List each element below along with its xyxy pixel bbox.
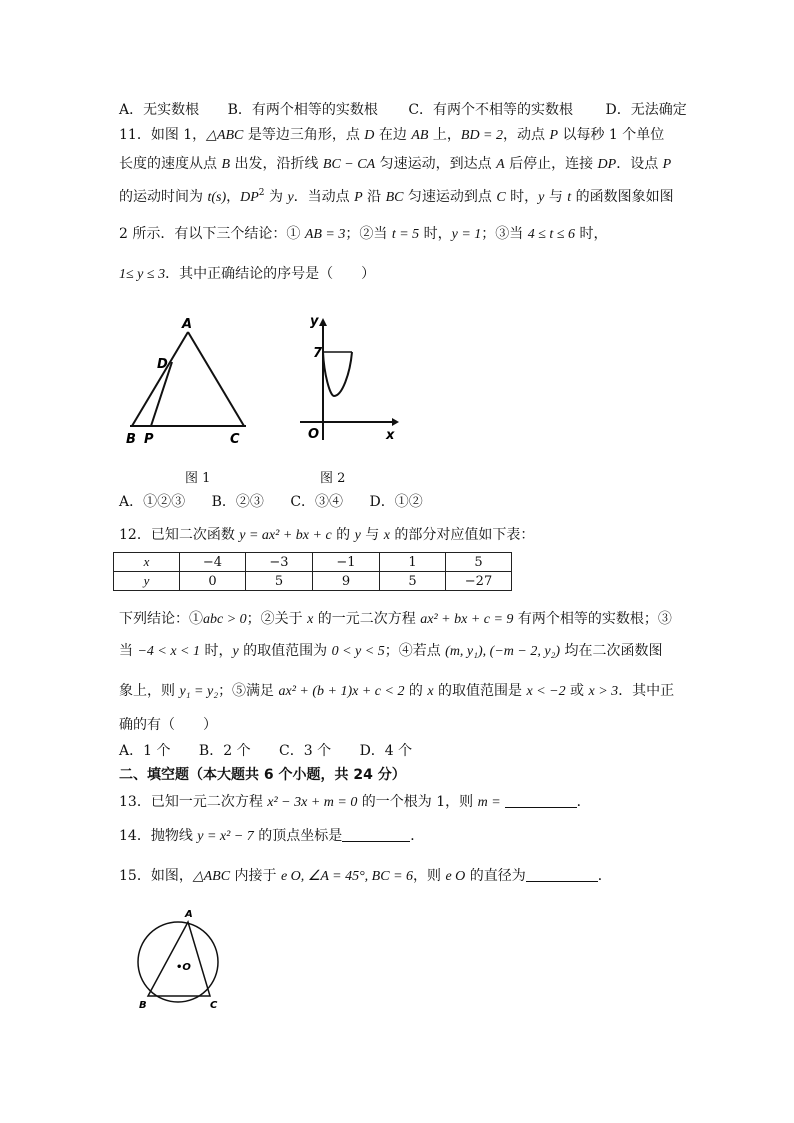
text: 的顶点坐标是 bbox=[253, 828, 343, 844]
text: 的取值范围为 bbox=[238, 643, 332, 659]
math: x > 3 bbox=[588, 684, 619, 699]
text: ．设点 bbox=[616, 156, 663, 172]
side-ac bbox=[188, 332, 244, 426]
math: y bbox=[287, 190, 294, 205]
q11-options bbox=[119, 493, 423, 511]
answer-blank[interactable] bbox=[342, 827, 410, 842]
q11-option-c: C．③④ bbox=[290, 494, 344, 510]
text: 匀速运动到点 bbox=[403, 189, 497, 205]
text: 时， bbox=[200, 643, 233, 659]
math: D bbox=[364, 128, 375, 143]
text: 是等边三角形，点 bbox=[243, 127, 365, 143]
math: 1≤ y ≤ 3 bbox=[119, 267, 166, 282]
math: x bbox=[383, 528, 390, 543]
text: ． bbox=[597, 868, 612, 884]
text: ；②关于 bbox=[246, 611, 308, 627]
q10-option-d: D．无法确定 bbox=[605, 102, 687, 118]
triangle-abc bbox=[148, 922, 210, 996]
x-axis-arrow bbox=[392, 418, 399, 426]
q12-stem bbox=[119, 526, 534, 545]
math: AB bbox=[411, 128, 429, 143]
text: 的 bbox=[331, 527, 355, 543]
q12-value-table bbox=[113, 552, 512, 591]
math: AB = 3 bbox=[304, 227, 346, 242]
label-o: •O bbox=[176, 962, 191, 973]
text: 下列结论：① bbox=[119, 611, 203, 627]
math: x < −2 bbox=[526, 684, 566, 699]
text: 的运动时间为 bbox=[119, 189, 208, 205]
table-cell: −27 bbox=[446, 572, 512, 591]
math: P bbox=[662, 157, 672, 172]
text: ． bbox=[576, 794, 591, 810]
table-cell: 0 bbox=[180, 572, 246, 591]
text: 均在二次函数图 bbox=[560, 643, 663, 659]
math: P bbox=[354, 190, 363, 205]
text: 11．如图 1， bbox=[119, 127, 207, 143]
text: 与 bbox=[544, 189, 568, 205]
table-cell: 1 bbox=[380, 553, 446, 572]
q12-line-2 bbox=[119, 642, 663, 661]
math: y bbox=[232, 644, 239, 659]
text: ． bbox=[410, 828, 425, 844]
math: 0 < y < 5 bbox=[331, 644, 385, 659]
text: 内接于 bbox=[230, 868, 281, 884]
text: 有两个相等的实数根；③ bbox=[513, 611, 672, 627]
table-cell: 9 bbox=[313, 572, 380, 591]
superscript: 2 bbox=[258, 188, 265, 198]
text: 沿 bbox=[362, 189, 386, 205]
q11-figure-1 bbox=[120, 312, 260, 448]
q11-line-5 bbox=[119, 265, 375, 284]
math: y = ax² + bx + c bbox=[239, 528, 332, 543]
section-2-heading: 二、填空题（本大题共 6 个小题，共 24 分） bbox=[119, 767, 406, 783]
math: ax² + bx + c = 9 bbox=[420, 612, 514, 627]
q10-option-c: C．有两个不相等的实数根 bbox=[408, 102, 574, 118]
table-cell: −1 bbox=[313, 553, 380, 572]
math: x² − 3x + m = 0 bbox=[267, 795, 358, 810]
text: ， bbox=[226, 189, 241, 205]
text: 的取值范围是 bbox=[433, 683, 527, 699]
math: y bbox=[538, 190, 545, 205]
q11-option-d: D．①② bbox=[369, 494, 423, 510]
math: △ABC bbox=[206, 128, 244, 143]
answer-blank[interactable] bbox=[505, 793, 577, 808]
math: △ABC bbox=[192, 869, 231, 884]
label-p: P bbox=[144, 432, 154, 447]
text: 的直径为 bbox=[465, 868, 526, 884]
text: ．其中正 bbox=[618, 683, 675, 699]
math: m = bbox=[477, 795, 501, 810]
text: 的 bbox=[404, 683, 428, 699]
text: ，则 bbox=[413, 868, 446, 884]
text: ；②当 bbox=[345, 226, 392, 242]
label-b: B bbox=[126, 432, 136, 447]
q10-option-b: B．有两个相等的实数根 bbox=[227, 102, 378, 118]
table-row-y bbox=[114, 572, 512, 591]
math: abc > 0 bbox=[203, 612, 247, 627]
label-x: x bbox=[386, 428, 395, 443]
text: 后停止，连接 bbox=[504, 156, 598, 172]
text: ；④若点 bbox=[384, 643, 446, 659]
math: t = 5 bbox=[391, 227, 420, 242]
text: 时， bbox=[419, 226, 452, 242]
text: 上， bbox=[428, 127, 461, 143]
math: DP bbox=[240, 190, 259, 205]
table-cell: x bbox=[114, 553, 180, 572]
q14 bbox=[119, 827, 424, 846]
q11-line-2 bbox=[119, 155, 671, 174]
q15 bbox=[119, 867, 612, 886]
text: 以每秒 1 个单位 bbox=[558, 127, 665, 143]
text: 时， bbox=[505, 189, 539, 205]
math: BD = 2 bbox=[460, 128, 503, 143]
text: 15．如图， bbox=[119, 868, 193, 884]
math: y = x² − 7 bbox=[197, 829, 254, 844]
math: e O bbox=[445, 869, 466, 884]
math: DP bbox=[597, 157, 617, 172]
text: 2 所示．有以下三个结论：① bbox=[119, 226, 305, 242]
text: ．其中正确结论的序号是（ ） bbox=[165, 266, 376, 282]
math: −4 < x < 1 bbox=[137, 644, 201, 659]
label-o: O bbox=[308, 427, 320, 442]
text: ；⑤满足 bbox=[218, 683, 279, 699]
label-y: y bbox=[310, 314, 319, 329]
answer-blank[interactable] bbox=[526, 867, 598, 882]
table-cell: 5 bbox=[380, 572, 446, 591]
text: 的函数图象如图 bbox=[571, 189, 674, 205]
q11-line-1 bbox=[119, 126, 664, 145]
text: 的一个根为 1，则 bbox=[357, 794, 478, 810]
text: 时， bbox=[575, 226, 608, 242]
q12-option-d: D．4 个 bbox=[359, 743, 413, 759]
label-b: B bbox=[139, 1000, 147, 1011]
table-cell: 5 bbox=[446, 553, 512, 572]
math: (m, y₁), (−m − 2, y₂) bbox=[445, 644, 561, 659]
q10-option-a: A．无实数根 bbox=[119, 102, 200, 118]
text: 匀速运动，到达点 bbox=[375, 156, 497, 172]
math: t(s) bbox=[207, 190, 227, 205]
math: t bbox=[567, 190, 572, 205]
q10-options bbox=[119, 101, 687, 119]
text: 14．抛物线 bbox=[119, 828, 198, 844]
q11-figure-2 bbox=[300, 312, 410, 448]
math: BC bbox=[385, 190, 404, 205]
math: e O, ∠A = 45°, BC = 6 bbox=[280, 869, 414, 884]
text: 在边 bbox=[374, 127, 412, 143]
text: 确的有（ ） bbox=[119, 717, 217, 733]
text: 为 bbox=[264, 189, 288, 205]
text: 13．已知一元二次方程 bbox=[119, 794, 268, 810]
table-cell: y bbox=[114, 572, 180, 591]
text: 或 bbox=[565, 683, 589, 699]
text: ．当动点 bbox=[293, 189, 355, 205]
math: C bbox=[496, 190, 506, 205]
math: A bbox=[496, 157, 505, 172]
math: x bbox=[307, 612, 314, 627]
text: 象上，则 bbox=[119, 683, 180, 699]
q12-option-b: B．2 个 bbox=[198, 743, 251, 759]
label-c: C bbox=[230, 432, 240, 447]
label-c: C bbox=[210, 1000, 218, 1011]
table-cell: 5 bbox=[246, 572, 313, 591]
math: y bbox=[354, 528, 361, 543]
math: y = 1 bbox=[451, 227, 482, 242]
math: BC − CA bbox=[322, 157, 376, 172]
text: ，动点 bbox=[503, 127, 550, 143]
math: x bbox=[427, 684, 434, 699]
text: 当 bbox=[119, 643, 138, 659]
math: y₁ = y₂ bbox=[179, 684, 219, 699]
table-row-x bbox=[114, 553, 512, 572]
math: ax² + (b + 1)x + c < 2 bbox=[278, 684, 405, 699]
q12-option-c: C．3 个 bbox=[279, 743, 332, 759]
q12-options bbox=[119, 742, 412, 760]
text: 与 bbox=[360, 527, 384, 543]
q11-line-4 bbox=[119, 225, 607, 244]
table-cell: −4 bbox=[180, 553, 246, 572]
text: 长度的速度从点 bbox=[119, 156, 222, 172]
text: 的部分对应值如下表： bbox=[389, 527, 535, 543]
q12-line-1 bbox=[119, 610, 672, 629]
math: 4 ≤ t ≤ 6 bbox=[527, 227, 576, 242]
text: 的一元二次方程 bbox=[313, 611, 421, 627]
q11-line-3 bbox=[119, 184, 674, 207]
text: ；③当 bbox=[481, 226, 528, 242]
q12-line-3 bbox=[119, 682, 674, 701]
q12-line-4 bbox=[119, 716, 217, 734]
q15-figure bbox=[128, 904, 228, 1016]
fig2-caption: 图 2 bbox=[320, 471, 346, 486]
graph-curve bbox=[323, 352, 352, 396]
label-a: A bbox=[185, 909, 193, 920]
q12-option-a: A．1 个 bbox=[119, 743, 171, 759]
side-ab bbox=[132, 332, 188, 426]
math: P bbox=[549, 128, 559, 143]
label-d: D bbox=[157, 357, 168, 372]
label-7: 7 bbox=[313, 346, 323, 361]
text: 12．已知二次函数 bbox=[119, 527, 240, 543]
y-axis-arrow bbox=[319, 318, 327, 326]
table-cell: −3 bbox=[246, 553, 313, 572]
fig1-caption: 图 1 bbox=[185, 471, 211, 486]
q13 bbox=[119, 793, 591, 812]
q11-option-b: B．②③ bbox=[211, 494, 264, 510]
text: 出发，沿折线 bbox=[230, 156, 323, 172]
label-a: A bbox=[182, 317, 193, 332]
math: B bbox=[221, 157, 231, 172]
q11-option-a: A．①②③ bbox=[119, 494, 186, 510]
